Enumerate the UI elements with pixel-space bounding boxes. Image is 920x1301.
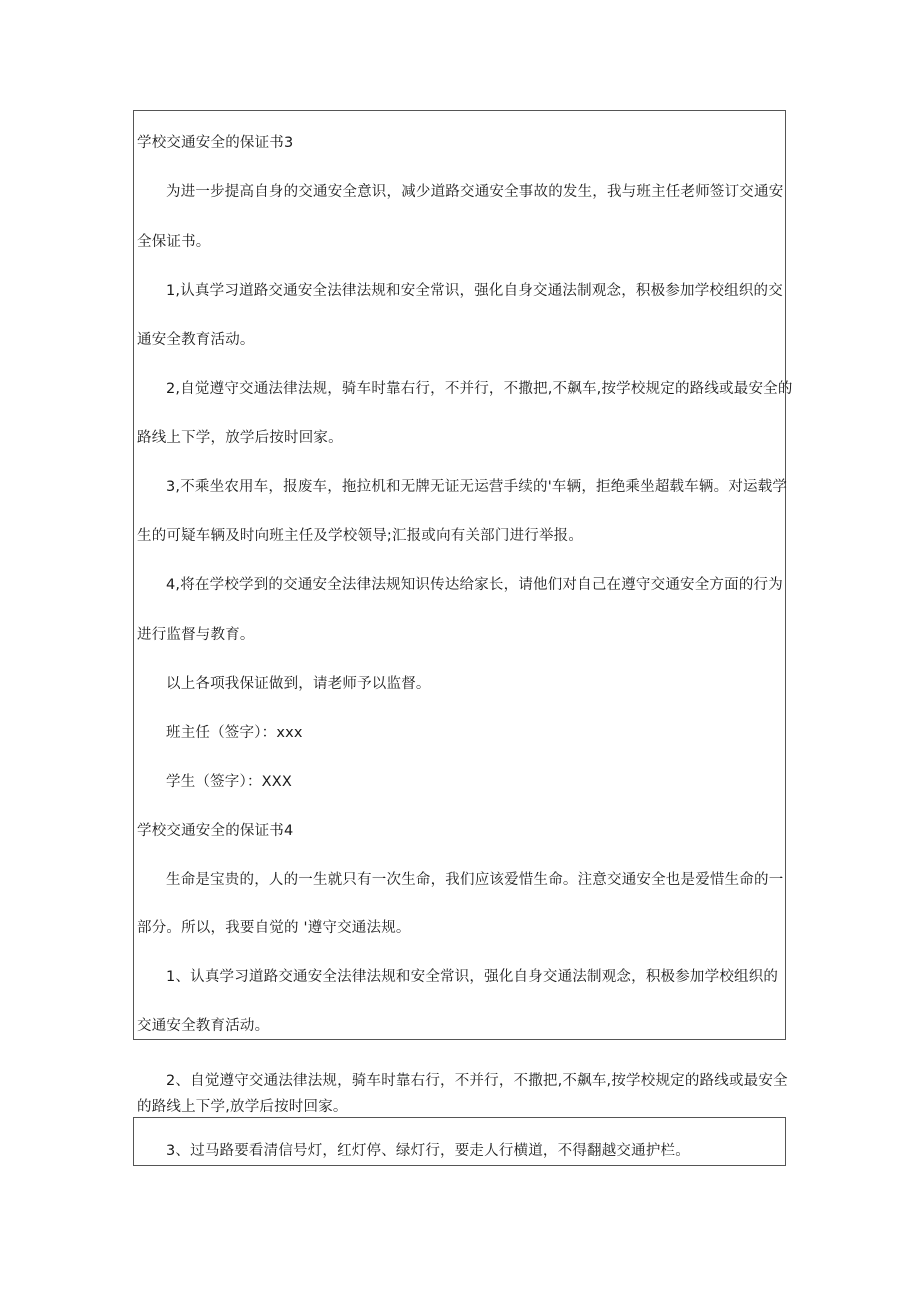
section4-item2-line1: 2、自觉遵守交通法律法规，骑车时靠右行，不并行，不撒把,不飙车,按学校规定的路线或最安全 (166, 1073, 788, 1089)
section3-title: 学校交通安全的保证书3 (137, 135, 294, 151)
section4-item3-line1: 3、过马路要看清信号灯，红灯停、绿灯行，要走人行横道，不得翻越交通护栏。 (166, 1143, 690, 1159)
section3-item2-line2: 路线上下学，放学后按时回家。 (137, 430, 343, 446)
section3-item3-line1: 3,不乘坐农用车，报废车，拖拉机和无牌无证无运营手续的'车辆，拒绝乘坐超载车辆。对运载学 (166, 479, 788, 495)
section3-intro-line2: 全保证书。 (137, 234, 211, 250)
section4-item2-line2: 的路线上下学,放学后按时回家。 (137, 1099, 348, 1115)
section3-item3-line2: 生的可疑车辆及时向班主任及学校领导;汇报或向有关部门进行举报。 (137, 528, 584, 544)
section4-title: 学校交通安全的保证书4 (137, 823, 294, 839)
section4-item1-line2: 交通安全教育活动。 (137, 1018, 270, 1034)
section3-item1-line1: 1,认真学习道路交通安全法律法规和安全常识，强化自身交通法制观念，积极参加学校组织的交 (166, 283, 783, 299)
student-signature: 学生（签字）：XXX (166, 774, 293, 790)
section4-intro-line1: 生命是宝贵的，人的一生就只有一次生命，我们应该爱惜生命。注意交通安全也是爱惜生命的一 (166, 872, 784, 888)
section3-item2-line1: 2,自觉遵守交通法律法规，骑车时靠右行，不并行，不撒把,不飙车,按学校规定的路线或最安全的 (166, 381, 793, 397)
section3-item4-line1: 4,将在学校学到的交通安全法律法规知识传达给家长，请他们对自己在遵守交通安全方面的行为 (166, 577, 783, 593)
section4-intro-line2: 部分。所以，我要自觉的 '遵守交通法规。 (137, 920, 411, 936)
section3-closing: 以上各项我保证做到，请老师予以监督。 (166, 676, 431, 692)
section4-item1-line1: 1、认真学习道路交通安全法律法规和安全常识，强化自身交通法制观念，积极参加学校组织的 (166, 969, 779, 985)
section3-item4-line2: 进行监督与教育。 (137, 627, 255, 643)
teacher-signature: 班主任（签字）：xxx (166, 725, 303, 741)
section3-intro-line1: 为进一步提高自身的交通安全意识，减少道路交通安全事故的发生，我与班主任老师签订交通安 (166, 184, 784, 200)
section3-item1-line2: 通安全教育活动。 (137, 332, 255, 348)
